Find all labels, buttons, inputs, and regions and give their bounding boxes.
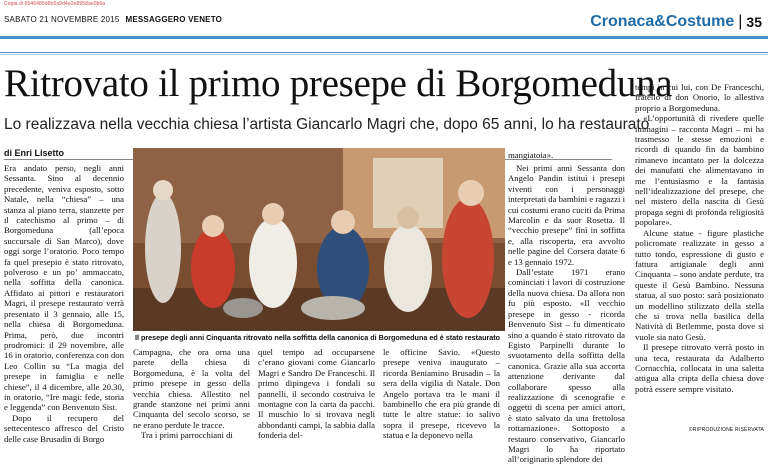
header-rule [0,36,768,39]
section-title: Cronaca&Costume [590,13,735,30]
nativity-photo [133,148,505,331]
paragraph: Nei primi anni Sessanta don Angelo Pandin istituì i presepi viventi con i personaggi interpretati da bambini e ragazzi i cui costumi erano cuciti da Prima Marcolin e da suor Rosetta. Il “vecchio presepe” finì in soffitta e, alla riscoperta, era avvolto nelle pagine del Corsera datate 6 e 13 gennaio 1972. [508,163,625,267]
paragraph: tempi in cui lui, con De Franceschi, fratello di don Onorio, lo allestiva proprio a Borgomeduna. [635,82,764,113]
paragraph: Campagna, che ora orna una parete della chiesa di Borgomeduna, è la volta del primo presepe in gesso della vecchia chiesa. Allestito nel grande stanzone nei primi anni Cinquanta del secolo scorso, se ne erano perdute le tracce. [133,347,250,430]
byline: di Enri Lisetto [4,148,65,158]
article-column-3 [258,347,375,441]
paragraph: Era andato perso, negli anni Sessanta. Sino al decennio precedente, veniva esposto, sotto Natale, nella “chiesa” – una stanza al piano terra, stanzette per il catechismo al primo – di Borgomeduna (all’epoca succursale di San Marco), dove oggi sorge l’oratorio. Poco tempo fa quel presepio è stato ritrovato, polveroso e un po’ ammaccato, nella soffitta della canonica. Affidato ai pittori e restauratori Magri, il presepe restaurato verrà presentato il 3 gennaio, alle 15, nella chiesa di Borgomeduna. Prima, però, due incontri prodromici: il 29 novembre, alle 16 in oratorio, conferenza con don Leo Collin su “La magia del presepe in famiglia e nelle chiese”, il 4 dicembre, alle 20.30, in oratorio, “Ire magi: fede, storia e leggenda” con Benvenuto Sist. [4,163,124,413]
copy-note: Copia di 6546485d6b5a9d4e2e8958ae0b6a [4,1,106,7]
page-header-right [590,13,762,31]
article-column-1 [4,163,124,444]
paragraph: Alcune statue - figure plastiche policromate realizzate in gesso a tutto tondo, espressione di gusto e fattura artigianale degli anni Cinquanta – sono andate perdute, tra queste il Gesù Bambino. Nessuna statua, al suo posto: sarà posizionato un modellino stilizzato della stella che si trova nella basilica della Natività di Betlemme, posta dove si vuole sia nato Gesù. [635,227,764,342]
article-column-5 [508,163,625,465]
article-column-2 [133,347,250,441]
header-rule-thin [0,52,768,53]
header-paper-name: MESSAGGERO VENETO [125,15,223,24]
paragraph: Il presepe ritrovato verrà posto in una teca, restaurata da Adalberto Cornacchia, collocata in una saletta attigua alla cripta della chiesa dove potrà essere sempre visitato. [635,342,764,394]
reproduction-notice: ©RIPRODUZIONE RISERVATA [688,427,764,433]
paragraph: le officine Savio. «Questo presepe veniva inaugurato – ricorda Beniamino Brusadin – la sera della vigilia di Natale. Don Angelo portava tra le mani il bambinello che era più grande di tutte le altre statue: io salivo sopra il presepe, ricevevo la statua e la deponevo nella [383,347,500,441]
article-title: Ritrovato il primo presepe di Borgomeduna [4,62,673,105]
paragraph: Dopo il recupero del settecentesco affresco del Cristo delle case Brusadin di Borgo [4,412,124,444]
paragraph: Dall’estate 1971 erano cominciati i lavori di costruzione della nuova chiesa. Da allora non fu più esposto. «Il vecchio presepe in gesso - ricorda Benvenuto Sist – fu dimenticato sino a quando è stato ritrovato da Egisto Parpinelli durante lo svuotamento della soffitta della canonica. Grazie alla sua accorta attenzione derivante dal collaborare spesso alla realizzazione di scenografie e oggetti di scena per amici attori, è stato salvato da una frettolosa rottamazione». Sottoposto a restauro conservativo, Giancarlo Magri lo ha riportato all’originario splendore dei [508,267,625,465]
page-number: 35 [746,14,762,30]
article-column-6 [635,82,764,422]
header-divider: | [738,13,743,30]
paragraph: quel tempo ad occuparsene c’erano giovani come Giancarlo Magri e Sandro De Franceschi. Il primo dipingeva i fondali su pannelli, il secondo costruiva le montagne con la carta da pacchi. Il muschio lo si trovava negli abbondanti campi, la sabbia dalla fonderia del- [258,347,375,441]
column-5-top-line: mangiatoia». [508,150,554,160]
page-header-left [4,15,222,24]
header-date: SABATO 21 NOVEMBRE 2015 [4,15,120,24]
paragraph: «L’opportunità di rivedere quelle immagini – racconta Magri – mi ha trasmesso le stesse emozioni e ricordi di quando fin da bambino rimanevo incantato per la dolcezza dei manufatti che alimentavano in me l’entusiasmo e la fantasia nell’idealizzazione del presepe, che nel mistero della nascita di Gesù propaga segni di profonda religiosità popolare». [635,113,764,228]
article-column-4 [383,347,500,441]
paragraph: Tra i primi parrocchiani di [141,430,233,441]
photo-caption: Il presepe degli anni Cinquanta ritrovato nella soffitta della canonica di Borgomeduna ed è stato restaurato [135,333,501,342]
header-rule-thin-2 [0,54,768,55]
article-subtitle: Lo realizzava nella vecchia chiesa l’artista Giancarlo Magri che, dopo 65 anni, lo ha restaurato [4,116,650,133]
nativity-photo-illustration [133,148,505,331]
